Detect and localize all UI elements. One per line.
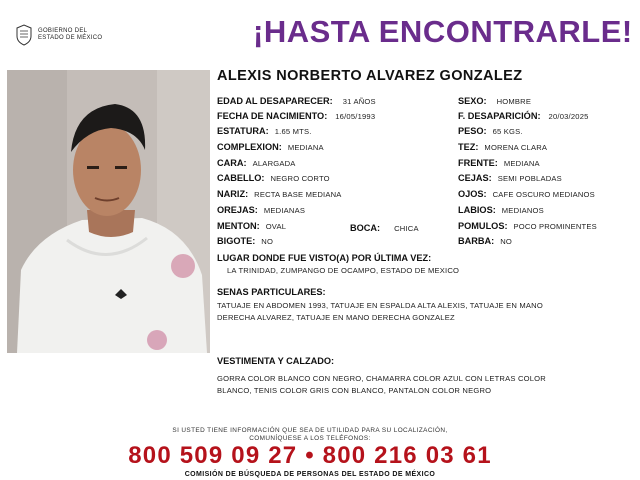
footer-note-1: SI USTED TIENE INFORMACIÓN QUE SEA DE UTILIDAD PARA SU LOCALIZACIÓN, <box>172 427 448 434</box>
state-shield-icon <box>14 24 34 46</box>
field-value: 16/05/1993 <box>335 112 376 121</box>
field-label: BOCA: <box>350 223 381 233</box>
phone-numbers: 800 509 09 27 • 800 216 03 61 <box>128 442 492 469</box>
field-value: 20/03/2025 <box>548 112 589 121</box>
field-value: CHICA <box>394 224 419 233</box>
field-cabello <box>217 173 330 183</box>
field-value: RECTA BASE MEDIANA <box>254 190 342 199</box>
field-label: FRENTE: <box>458 158 498 168</box>
field-barba <box>458 236 512 246</box>
field-ojos <box>458 189 595 199</box>
field-estatura <box>217 126 312 136</box>
field-label: COMPLEXION: <box>217 142 282 152</box>
person-photo <box>7 70 210 353</box>
field-label: NARIZ: <box>217 189 249 199</box>
field-edad <box>217 96 376 106</box>
clothing-line-2: BLANCO, TENIS COLOR GRIS CON BLANCO, PANTALON COLOR NEGRO <box>217 386 492 395</box>
last-seen-text: LA TRINIDAD, ZUMPANGO DE OCAMPO, ESTADO DE MEXICO <box>227 266 460 275</box>
field-tez <box>458 142 547 152</box>
last-seen-title: LUGAR DONDE FUE VISTO(A) POR ÚLTIMA VEZ: <box>217 253 432 263</box>
field-value: CAFE OSCURO MEDIANOS <box>492 190 595 199</box>
field-label: SEXO: <box>458 96 487 106</box>
field-peso <box>458 126 523 136</box>
field-label: PESO: <box>458 126 487 136</box>
person-name: ALEXIS NORBERTO ALVAREZ GONZALEZ <box>217 68 523 84</box>
field-value: MEDIANA <box>287 143 324 152</box>
field-label: EDAD AL DESAPARECER: <box>217 96 333 106</box>
field-label: OREJAS: <box>217 205 258 215</box>
field-label: BARBA: <box>458 236 495 246</box>
field-label: F. DESAPARICIÓN: <box>458 111 541 121</box>
clothing-title: VESTIMENTA Y CALZADO: <box>217 356 335 366</box>
field-complexion <box>217 142 324 152</box>
field-cara <box>217 158 296 168</box>
field-value: 31 AÑOS <box>342 97 376 106</box>
field-nariz <box>217 189 342 199</box>
field-label: LABIOS: <box>458 205 496 215</box>
field-label: CEJAS: <box>458 173 492 183</box>
field-value: SEMI POBLADAS <box>497 174 562 183</box>
field-label: TEZ: <box>458 142 479 152</box>
field-boca <box>350 223 419 233</box>
field-value: MEDIANOS <box>501 206 544 215</box>
field-cejas <box>458 173 562 183</box>
field-value: NEGRO CORTO <box>270 174 330 183</box>
field-menton <box>217 221 286 231</box>
marks-line-1: TATUAJE EN ABDOMEN 1993, TATUAJE EN ESPALDA ALTA ALEXIS, TATUAJE EN MANO <box>217 301 543 310</box>
field-label: MENTON: <box>217 221 260 231</box>
field-value: NO <box>500 237 513 246</box>
field-value: 1.65 MTS. <box>274 127 312 136</box>
field-value: 65 KGS. <box>492 127 523 136</box>
field-f-desaparicion <box>458 111 589 121</box>
field-label: FECHA DE NACIMIENTO: <box>217 111 328 121</box>
field-value: OVAL <box>265 222 287 231</box>
field-value: HOMBRE <box>496 97 532 106</box>
field-fecha-nacimiento <box>217 111 375 121</box>
logo-text <box>38 28 102 42</box>
field-pomulos <box>458 221 597 231</box>
field-label: ESTATURA: <box>217 126 269 136</box>
field-value: MEDIANAS <box>263 206 306 215</box>
marks-title: SENAS PARTICULARES: <box>217 287 326 297</box>
field-value: NO <box>261 237 274 246</box>
marks-line-2: DERECHA ALVAREZ, TATUAJE EN MANO DERECHA GONZALEZ <box>217 313 455 322</box>
field-label: POMULOS: <box>458 221 508 231</box>
clothing-line-1: GORRA COLOR BLANCO CON NEGRO, CHAMARRA COLOR AZUL CON LETRAS COLOR <box>217 374 546 383</box>
field-value: MEDIANA <box>503 159 540 168</box>
field-bigote <box>217 236 273 246</box>
field-sexo <box>458 96 531 106</box>
logo-line-2: ESTADO DE MÉXICO <box>38 35 103 41</box>
field-value: POCO PROMINENTES <box>513 222 597 231</box>
field-frente <box>458 158 540 168</box>
footer-note-2: COMUNÍQUESE A LOS TELÉFONOS: <box>249 435 371 442</box>
field-value: MORENA CLARA <box>484 143 548 152</box>
field-label: CARA: <box>217 158 247 168</box>
field-label: CABELLO: <box>217 173 265 183</box>
logo-line-1: GOBIERNO DEL <box>38 28 88 34</box>
commission-name: COMISIÓN DE BÚSQUEDA DE PERSONAS DEL ESTADO DE MÉXICO <box>184 471 436 478</box>
field-label: BIGOTE: <box>217 236 256 246</box>
headline: ¡HASTA ENCONTRARLE! <box>253 14 633 49</box>
government-logo <box>14 22 124 48</box>
field-orejas <box>217 205 305 215</box>
field-labios <box>458 205 544 215</box>
field-value: ALARGADA <box>252 159 296 168</box>
field-label: OJOS: <box>458 189 487 199</box>
